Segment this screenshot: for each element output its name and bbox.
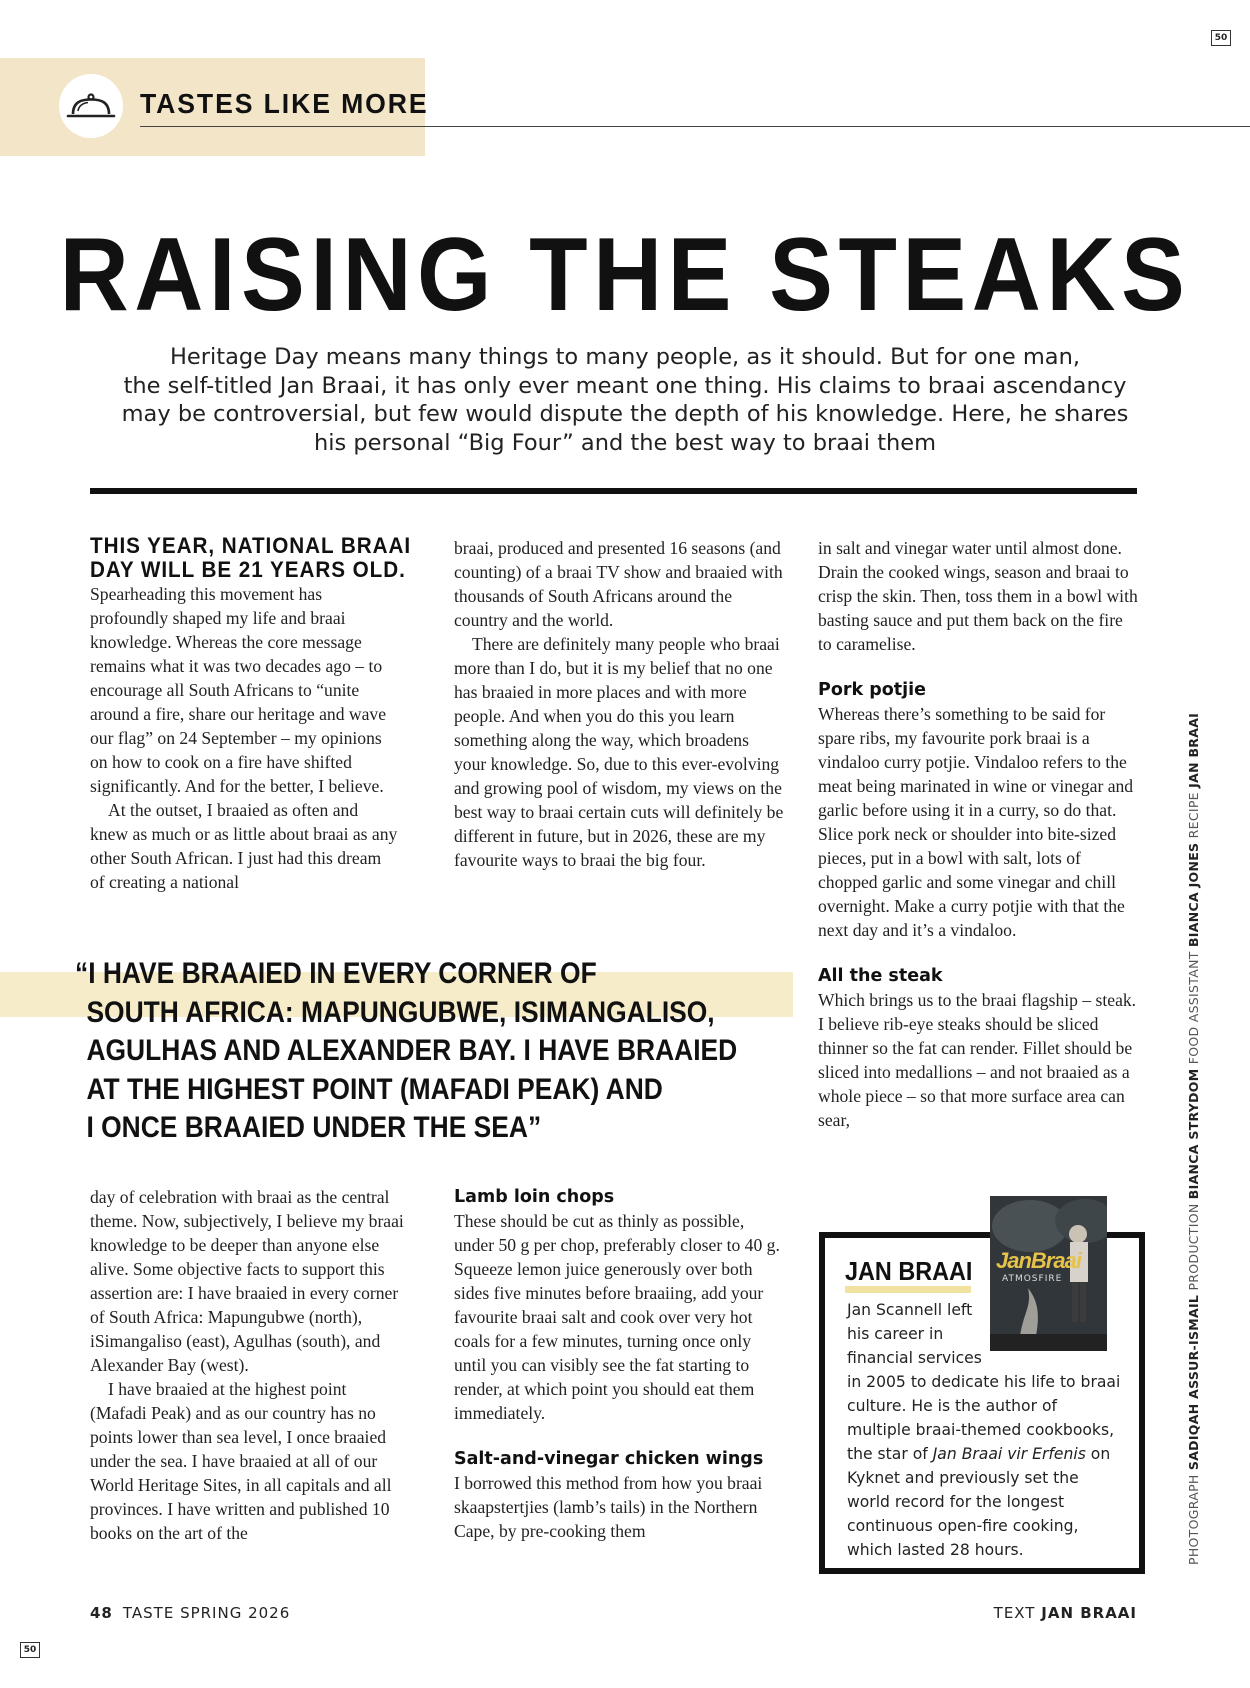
pull-quote-line: I ONCE BRAAIED UNDER THE SEA”: [86, 1111, 542, 1144]
standfirst-line: his personal “Big Four” and the best way to braai them: [313, 429, 937, 456]
credit-name: SADIQAH ASSUR-ISMAIL: [1186, 1294, 1201, 1471]
subhead-pork: Pork potjie: [818, 680, 926, 700]
credit-label: PHOTOGRAPH: [1186, 1470, 1201, 1565]
section-title: TASTES LIKE MORE: [140, 88, 429, 119]
column-3: [818, 536, 1140, 1132]
page-marker-top: 50: [1211, 30, 1231, 46]
headline: RAISING THE STEAKS: [59, 217, 1191, 333]
book-cover-title: JanBraai: [996, 1248, 1081, 1273]
footer-folio: [90, 1604, 290, 1622]
subhead-lamb: Lamb loin chops: [454, 1187, 615, 1207]
cloche-icon: [59, 74, 123, 138]
publication-name: TASTE SPRING 2026: [122, 1604, 291, 1622]
credit-label: PRODUCTION: [1186, 1199, 1201, 1295]
subhead-steak: All the steak: [818, 966, 943, 986]
bio-line: financial services: [847, 1349, 982, 1367]
pull-quote-line: SOUTH AFRICA: MAPUNGUBWE, ISIMANGALISO,: [86, 995, 715, 1029]
standfirst: [85, 343, 1165, 457]
photo-credits: [1186, 713, 1201, 1565]
pull-quote-line: “I HAVE BRAAIED IN EVERY CORNER OF: [75, 957, 597, 990]
section-rule: [140, 126, 1250, 127]
standfirst-line: Heritage Day means many things to many people, as it should. But for one man,: [170, 344, 1080, 370]
credit-name: BIANCA JONES: [1186, 842, 1201, 948]
bio-line: Jan Scannell left: [847, 1301, 973, 1319]
paragraph: in salt and vinegar water until almost done. Drain the cooked wings, season and braai to crisp the skin. Then, toss them in a bowl with basting sauce and put them back on the fire to caramelise.: [818, 538, 1138, 654]
paragraph: I borrowed this method from how you braai skaapstertjies (lamb’s tails) in the Northern Cape, by pre-cooking them: [454, 1473, 763, 1541]
credit-label: FOOD ASSISTANT: [1186, 947, 1201, 1069]
credit-label: RECIPE: [1186, 787, 1201, 843]
paragraph: day of celebration with braai as the central theme. Now, subjectively, I believe my braai knowledge to be deeper than anyone else alive. Some objective facts to support this assertion are: I have braaied in every corner of South Africa: Mapungubwe (north), iSimangaliso (east), Agulhas (south), and Alexander Bay (west).: [90, 1187, 404, 1375]
book-cover-subtitle: ATMOSFIRE: [1002, 1274, 1063, 1284]
paragraph: There are definitely many people who braai more than I do, but it is my belief that no one has braaied in more places and with more people. And when you do this you learn something along the way, which broadens your knowledge. So, due to this ever-evolving and growing pool of wisdom, my views on the best way to braai certain cuts will definitely be different in future, but in 2026, these are my favourite ways to braai the big four.: [454, 634, 784, 870]
divider-rule: [90, 488, 1137, 494]
bio-body: on Kyknet and previously set the world record for the longest continuous open-fire cooking, which lasted 28 hours.: [847, 1445, 1111, 1559]
pull-quote-line: AT THE HIGHEST POINT (MAFADI PEAK) AND: [86, 1072, 663, 1106]
paragraph: At the outset, I braaied as often and knew as much or as little about braai as any other South African. I just had this dream of creating a national: [90, 800, 398, 892]
lead-heading-line: THIS YEAR, NATIONAL BRAAI: [90, 533, 412, 558]
footer-byline: [994, 1604, 1137, 1622]
credit-name: JAN BRAAI: [1186, 712, 1201, 788]
bio-line: his career in: [847, 1325, 944, 1343]
subhead-wings: Salt-and-vinegar chicken wings: [454, 1449, 764, 1469]
bio-show-title: Jan Braai vir Erfenis: [932, 1445, 1086, 1463]
paragraph: I have braaied at the highest point (Mafadi Peak) and as our country has no points lower than sea level, I once braaied under the sea. I have braaied at all of our World Heritage Sites, in all capitals and all provinces. I have written and published 10 books on the art of the: [90, 1379, 392, 1543]
bio-text: [847, 1298, 1122, 1562]
column-2-bottom: [454, 1185, 784, 1543]
standfirst-line: the self-titled Jan Braai, it has only ever meant one thing. His claims to braai ascendancy: [123, 372, 1127, 399]
bio-title: JAN BRAAI: [845, 1256, 973, 1286]
bio-title-highlight: [845, 1286, 971, 1293]
paragraph: braai, produced and presented 16 seasons (and counting) of a braai TV show and braaied with thousands of South Africans around the country and the world.: [454, 538, 783, 630]
paragraph: Whereas there’s something to be said for spare ribs, my favourite pork braai is a vindaloo curry potjie. Vindaloo refers to the meat being marinated in wine or vinegar and garlic before using it in a curry, so do that. Slice pork neck or shoulder into bite-sized pieces, put in a bowl with salt, lots of chopped garlic and some vinegar and chill overnight. Make a curry potjie with that the next day and it’s a vindaloo.: [818, 704, 1134, 940]
paragraph: Spearheading this movement has profoundly shaped my life and braai knowledge. Whereas the core message remains what it was two decades ago – to encourage all South Africans to “unite around a fire, share our heritage and wave our flag” on 24 September – my opinions on how to cook on a fire have shifted significantly. And for the better, I believe.: [90, 584, 387, 796]
credit-name: BIANCA STRYDOM: [1186, 1068, 1201, 1200]
paragraph: These should be cut as thinly as possible, under 50 g per chop, preferably closer to 40 g. Squeeze lemon juice generously over both sides five minutes before braaiing, add your favourite braai salt and cook over very hot coals for a few minutes, turning once only until you can visibly see the fat starting to render, at which point you should eat them immediately.: [454, 1211, 780, 1423]
pull-quote-line: AGULHAS AND ALEXANDER BAY. I HAVE BRAAIED: [86, 1034, 738, 1067]
page-marker-bottom: 50: [20, 1642, 40, 1658]
lead-heading-line: DAY WILL BE 21 YEARS OLD.: [90, 557, 406, 582]
paragraph: Which brings us to the braai flagship – steak. I believe rib-eye steaks should be sliced thinner so the fat can render. Fillet should be sliced into medallions – and not braaied as a whole piece – so that more surface area can sear,: [818, 990, 1137, 1130]
standfirst-line: may be controversial, but few would dispute the depth of his knowledge. Here, he shares: [121, 401, 1129, 427]
byline-author: JAN BRAAI: [1041, 1604, 1137, 1622]
column-1-top: [90, 533, 412, 894]
column-2-top: [454, 536, 784, 872]
bio-body: in 2005 to dedicate his life to braai culture. He is the author of multiple braai-themed cookbooks, the star of: [847, 1373, 1121, 1463]
byline-label: TEXT: [993, 1604, 1042, 1622]
column-1-bottom: [90, 1185, 405, 1545]
pull-quote: [75, 955, 738, 1148]
page-number: 48: [90, 1604, 113, 1622]
